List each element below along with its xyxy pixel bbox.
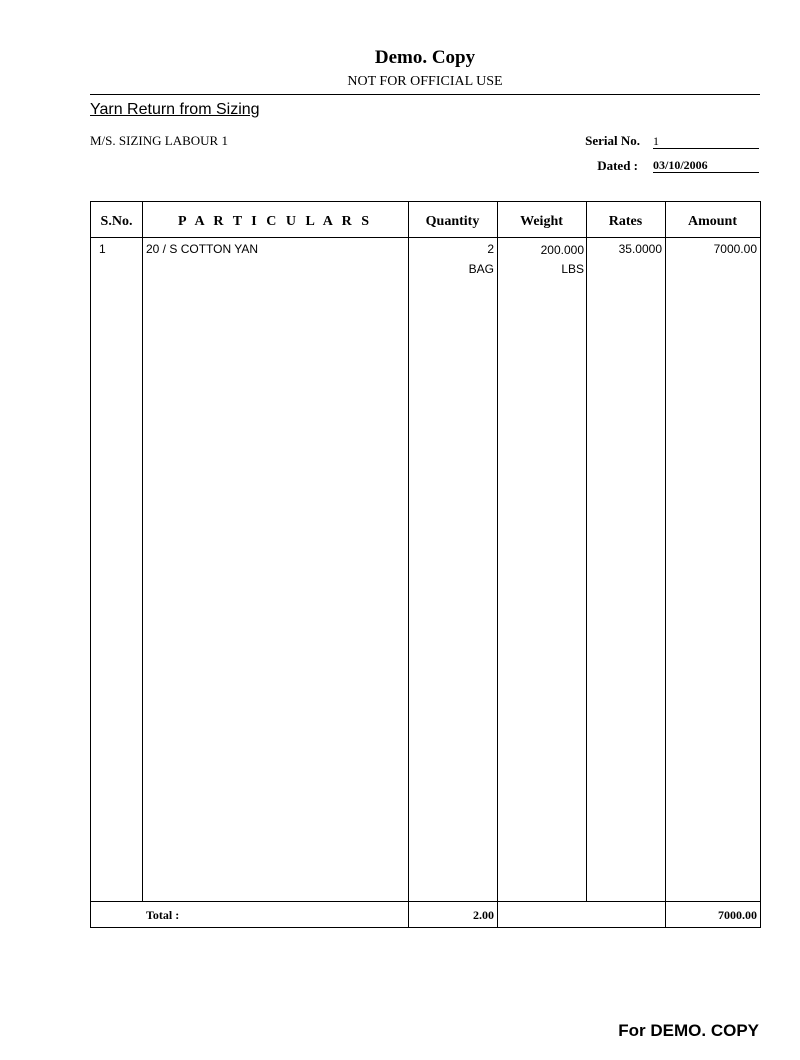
- total-amount: 7000.00: [718, 908, 757, 922]
- footer-signature-text: For DEMO. COPY: [618, 1021, 759, 1040]
- row-quantity-unit: BAG: [468, 262, 494, 276]
- row-weight-unit: LBS: [561, 262, 584, 276]
- column-header-sno: S.No.: [100, 214, 133, 229]
- column-header-particulars: P A R T I C U L A R S: [178, 214, 372, 229]
- items-table: [90, 201, 761, 928]
- col-sep-sno: [142, 202, 143, 902]
- header-row-divider: [91, 237, 760, 238]
- row-sno: 1: [99, 242, 106, 256]
- serial-no-label: Serial No.: [585, 133, 640, 148]
- not-for-official-use-subtitle: NOT FOR OFFICIAL USE: [347, 74, 503, 89]
- row-weight: 200.000: [540, 243, 584, 257]
- demo-copy-title: Demo. Copy: [374, 47, 476, 68]
- column-header-quantity: Quantity: [425, 214, 480, 229]
- document-title: Yarn Return from Sizing: [90, 101, 260, 118]
- dated-value: 03/10/2006: [653, 158, 759, 173]
- column-header-rates: Rates: [608, 214, 643, 229]
- col-sep-particulars: [408, 202, 409, 927]
- col-sep-quantity: [497, 202, 498, 927]
- row-amount: 7000.00: [713, 242, 757, 256]
- total-label: Total :: [146, 908, 180, 922]
- column-header-amount: Amount: [687, 214, 737, 229]
- row-particulars: 20 / S COTTON YAN: [146, 242, 259, 256]
- dated-label: Dated :: [597, 158, 638, 173]
- total-row-divider: [91, 901, 760, 902]
- col-sep-rates: [665, 202, 666, 927]
- serial-no-value: 1: [653, 134, 759, 149]
- column-header-weight: Weight: [520, 214, 563, 229]
- col-sep-weight: [586, 202, 587, 902]
- row-quantity: 2: [487, 242, 494, 256]
- party-name: M/S. SIZING LABOUR 1: [90, 133, 228, 148]
- total-quantity: 2.00: [473, 908, 494, 922]
- header-divider: [90, 94, 760, 95]
- row-rate: 35.0000: [618, 242, 662, 256]
